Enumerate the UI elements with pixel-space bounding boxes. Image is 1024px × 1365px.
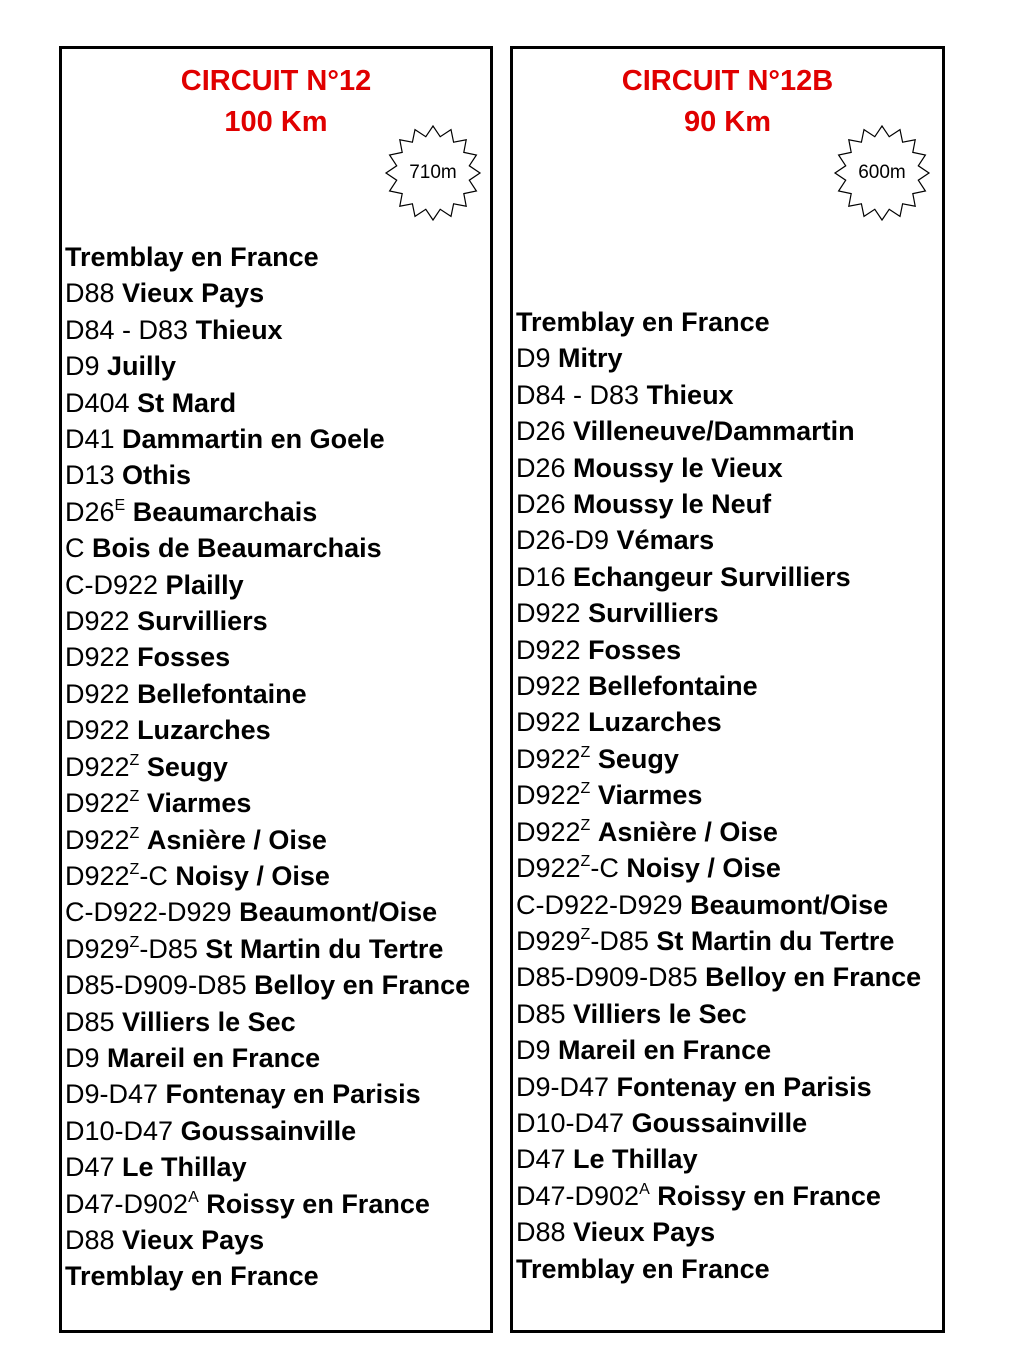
- road-number: D47: [65, 1152, 123, 1183]
- place-name: Goussainville: [631, 1107, 808, 1138]
- road-suffix: Z: [129, 933, 140, 951]
- road-number: D922: [65, 824, 130, 855]
- road-number: D922: [516, 598, 589, 629]
- route-stage: [65, 785, 490, 821]
- place-name: Belloy en France: [705, 962, 922, 993]
- place-name: Thieux: [195, 314, 283, 345]
- route-stage: [516, 850, 942, 886]
- route-stage: [516, 377, 942, 413]
- place-name: Moussy le Vieux: [573, 452, 783, 483]
- route-stage: [516, 887, 942, 923]
- place-name: Bellefontaine: [137, 678, 307, 709]
- route-stage: [516, 1214, 942, 1250]
- route-stage: [65, 494, 490, 530]
- road-number: D88: [516, 1217, 574, 1248]
- place-name: Bellefontaine: [588, 671, 758, 702]
- route-stage: [516, 1251, 942, 1287]
- road-number: D929: [65, 933, 130, 964]
- road-number: D16: [516, 561, 574, 592]
- place-name: St Martin du Tertre: [205, 933, 444, 964]
- route-stage: [516, 450, 942, 486]
- place-name: Noisy / Oise: [626, 853, 781, 884]
- route-stage: [516, 923, 942, 959]
- place-name: Fosses: [137, 642, 231, 673]
- road-number: D10-D47: [65, 1115, 181, 1146]
- route-stage: [65, 385, 490, 421]
- circuit-distance: 90 Km: [683, 106, 772, 138]
- route-stage: [516, 486, 942, 522]
- road-number: D26: [516, 416, 574, 447]
- road-number: D85-D909-D85: [516, 962, 706, 993]
- road-number: D84 - D83: [65, 314, 196, 345]
- route-stage: [65, 567, 490, 603]
- road-number: D922: [65, 751, 130, 782]
- route-stage: [65, 421, 490, 457]
- place-name: Belloy en France: [254, 970, 471, 1001]
- route-stage: [516, 777, 942, 813]
- route-stage: [516, 632, 942, 668]
- place-name: Fontenay en Parisis: [616, 1071, 872, 1102]
- road-number-continued: [139, 825, 147, 855]
- road-number: D922: [516, 671, 589, 702]
- road-number: D922: [516, 743, 581, 774]
- place-name: Roissy en France: [657, 1180, 881, 1211]
- route-stage: [516, 814, 942, 850]
- road-number: D26-D9: [516, 525, 617, 556]
- road-number: D47-D902: [65, 1188, 189, 1219]
- road-number-continued: -D85: [139, 933, 206, 964]
- route-stage: [65, 676, 490, 712]
- place-name: Beaumont/Oise: [690, 889, 889, 920]
- road-number: D922: [516, 816, 581, 847]
- road-number: C-D922-D929: [516, 889, 691, 920]
- place-name: Vémars: [616, 525, 715, 556]
- road-number: D9: [65, 351, 108, 382]
- route-stage: [516, 413, 942, 449]
- place-name: Villiers le Sec: [122, 1006, 296, 1037]
- route-stage: [65, 1149, 490, 1185]
- route-stage: [516, 741, 942, 777]
- place-name: Le Thillay: [122, 1152, 247, 1183]
- circuit-12b-panel: [510, 46, 945, 1333]
- road-number: D922: [65, 606, 138, 637]
- road-number: D47-D902: [516, 1180, 640, 1211]
- road-number: D922: [516, 634, 589, 665]
- road-number: D922: [516, 853, 581, 884]
- place-name: Beaumont/Oise: [239, 897, 438, 928]
- route-stage: [65, 712, 490, 748]
- route-stage: [65, 457, 490, 493]
- route-stage: [516, 595, 942, 631]
- road-number-continued: [139, 752, 147, 782]
- road-number: C: [65, 533, 92, 564]
- road-number: D26: [65, 496, 115, 527]
- road-number: D10-D47: [516, 1107, 632, 1138]
- place-name: Mareil en France: [558, 1035, 772, 1066]
- route-stage: [65, 1186, 490, 1222]
- road-number: D85: [65, 1006, 123, 1037]
- route-stage: [516, 1032, 942, 1068]
- route-stage: [65, 1040, 490, 1076]
- route-stage: [516, 522, 942, 558]
- route-stage: [65, 312, 490, 348]
- route-stage: [65, 1113, 490, 1149]
- place-name: Roissy en France: [206, 1188, 430, 1219]
- route-stage: [65, 858, 490, 894]
- road-number: D922: [516, 707, 589, 738]
- place-name: Noisy / Oise: [175, 860, 330, 891]
- route-stage: [65, 1258, 490, 1294]
- route-stage: [516, 559, 942, 595]
- road-number: D88: [65, 278, 123, 309]
- route-list: [516, 304, 942, 1287]
- road-suffix: Z: [580, 743, 591, 761]
- route-stage: [65, 894, 490, 930]
- route-stage: [65, 275, 490, 311]
- place-name: Fontenay en Parisis: [165, 1079, 421, 1110]
- route-stage: [65, 239, 490, 275]
- road-number: D9: [516, 1035, 559, 1066]
- route-stage: [516, 704, 942, 740]
- place-name: Le Thillay: [573, 1144, 698, 1175]
- elevation-starburst-icon: [383, 123, 483, 223]
- road-number: D13: [65, 460, 123, 491]
- road-number: D922: [65, 715, 138, 746]
- road-number: D9: [65, 1042, 108, 1073]
- place-name: Asnière / Oise: [146, 824, 327, 855]
- road-number: C-D922-D929: [65, 897, 240, 928]
- road-number: D922: [516, 780, 581, 811]
- circuit-name: CIRCUIT N°12: [180, 65, 372, 97]
- road-number: D84 - D83: [516, 379, 647, 410]
- place-name: Goussainville: [180, 1115, 357, 1146]
- road-suffix: Z: [129, 788, 140, 806]
- place-name: St Mard: [137, 387, 237, 418]
- road-number: D26: [516, 452, 574, 483]
- route-stage: [65, 530, 490, 566]
- route-stage: [65, 822, 490, 858]
- road-suffix: Z: [580, 780, 591, 798]
- road-number: D9-D47: [65, 1079, 166, 1110]
- route-stage: [516, 340, 942, 376]
- road-suffix: Z: [129, 751, 140, 769]
- place-name: Beaumarchais: [132, 496, 318, 527]
- road-number: D922: [65, 642, 138, 673]
- place-name: Villeneuve/Dammartin: [573, 416, 855, 447]
- place-name: Fosses: [588, 634, 682, 665]
- place-name: Othis: [122, 460, 192, 491]
- road-suffix: Z: [580, 853, 591, 871]
- place-name: Juilly: [107, 351, 177, 382]
- place-name: Seugy: [146, 751, 228, 782]
- road-number-continued: [125, 497, 133, 527]
- road-suffix: A: [639, 1180, 650, 1198]
- place-name: Tremblay en France: [65, 242, 319, 272]
- route-stage: [65, 1222, 490, 1258]
- place-name: Vieux Pays: [122, 1224, 265, 1255]
- road-number-continued: [139, 788, 147, 818]
- place-name: Luzarches: [137, 715, 271, 746]
- place-name: Asnière / Oise: [597, 816, 778, 847]
- road-number: D26: [516, 489, 574, 520]
- place-name: Viarmes: [146, 788, 252, 819]
- place-name: Plailly: [165, 569, 244, 600]
- road-number: D88: [65, 1224, 123, 1255]
- elevation-starburst-icon: [832, 123, 932, 223]
- route-stage: [516, 996, 942, 1032]
- circuit-name: CIRCUIT N°12B: [621, 65, 834, 97]
- place-name: Viarmes: [597, 780, 703, 811]
- road-number: D404: [65, 387, 138, 418]
- place-name: Tremblay en France: [516, 1253, 770, 1284]
- route-stage: [65, 348, 490, 384]
- route-stage: [516, 1178, 942, 1214]
- road-number: D9: [516, 343, 559, 374]
- place-name: Vieux Pays: [122, 278, 265, 309]
- route-stage: [516, 959, 942, 995]
- road-suffix: E: [114, 496, 126, 514]
- route-stage: [516, 304, 942, 340]
- road-number: D922: [65, 678, 138, 709]
- road-number: C-D922: [65, 569, 166, 600]
- place-name: St Martin du Tertre: [656, 925, 895, 956]
- route-stage: [65, 1004, 490, 1040]
- route-stage: [516, 1105, 942, 1141]
- place-name: Tremblay en France: [516, 307, 770, 337]
- place-name: Vieux Pays: [573, 1217, 716, 1248]
- road-number-continued: -C: [139, 860, 176, 891]
- road-number: D85: [516, 998, 574, 1029]
- road-number-continued: [590, 744, 598, 774]
- road-suffix: A: [188, 1188, 199, 1206]
- place-name: Luzarches: [588, 707, 722, 738]
- road-number: D47: [516, 1144, 574, 1175]
- place-name: Villiers le Sec: [573, 998, 747, 1029]
- road-number: D41: [65, 424, 123, 455]
- route-stage: [65, 967, 490, 1003]
- elevation-label: 710m: [409, 162, 457, 183]
- road-number-continued: [590, 817, 598, 847]
- place-name: Tremblay en France: [65, 1261, 319, 1292]
- place-name: Dammartin en Goele: [122, 424, 385, 455]
- circuit-distance: 100 Km: [224, 106, 328, 138]
- route-stage: [516, 668, 942, 704]
- place-name: Bois de Beaumarchais: [92, 533, 382, 564]
- road-suffix: Z: [580, 816, 591, 834]
- place-name: Mitry: [558, 343, 623, 374]
- road-number: D922: [65, 860, 130, 891]
- place-name: Mareil en France: [107, 1042, 321, 1073]
- road-number: D9-D47: [516, 1071, 617, 1102]
- circuit-12-panel: [59, 46, 493, 1333]
- road-number: D85-D909-D85: [65, 970, 255, 1001]
- route-stage: [65, 749, 490, 785]
- place-name: Seugy: [597, 743, 679, 774]
- place-name: Echangeur Survilliers: [573, 561, 851, 592]
- route-stage: [65, 931, 490, 967]
- route-stage: [516, 1069, 942, 1105]
- road-number-continued: -D85: [590, 925, 657, 956]
- road-number: D929: [516, 925, 581, 956]
- elevation-label: 600m: [858, 162, 906, 183]
- route-stage: [65, 1076, 490, 1112]
- place-name: Survilliers: [137, 606, 268, 637]
- route-stage: [516, 1141, 942, 1177]
- route-stage: [65, 603, 490, 639]
- road-suffix: Z: [129, 824, 140, 842]
- place-name: Survilliers: [588, 598, 719, 629]
- place-name: Thieux: [646, 379, 734, 410]
- place-name: Moussy le Neuf: [573, 489, 772, 520]
- road-number-continued: -C: [590, 853, 627, 884]
- road-number-continued: [590, 780, 598, 810]
- road-suffix: Z: [129, 860, 140, 878]
- road-suffix: Z: [580, 925, 591, 943]
- road-number: D922: [65, 788, 130, 819]
- route-list: [65, 239, 490, 1295]
- route-stage: [65, 639, 490, 675]
